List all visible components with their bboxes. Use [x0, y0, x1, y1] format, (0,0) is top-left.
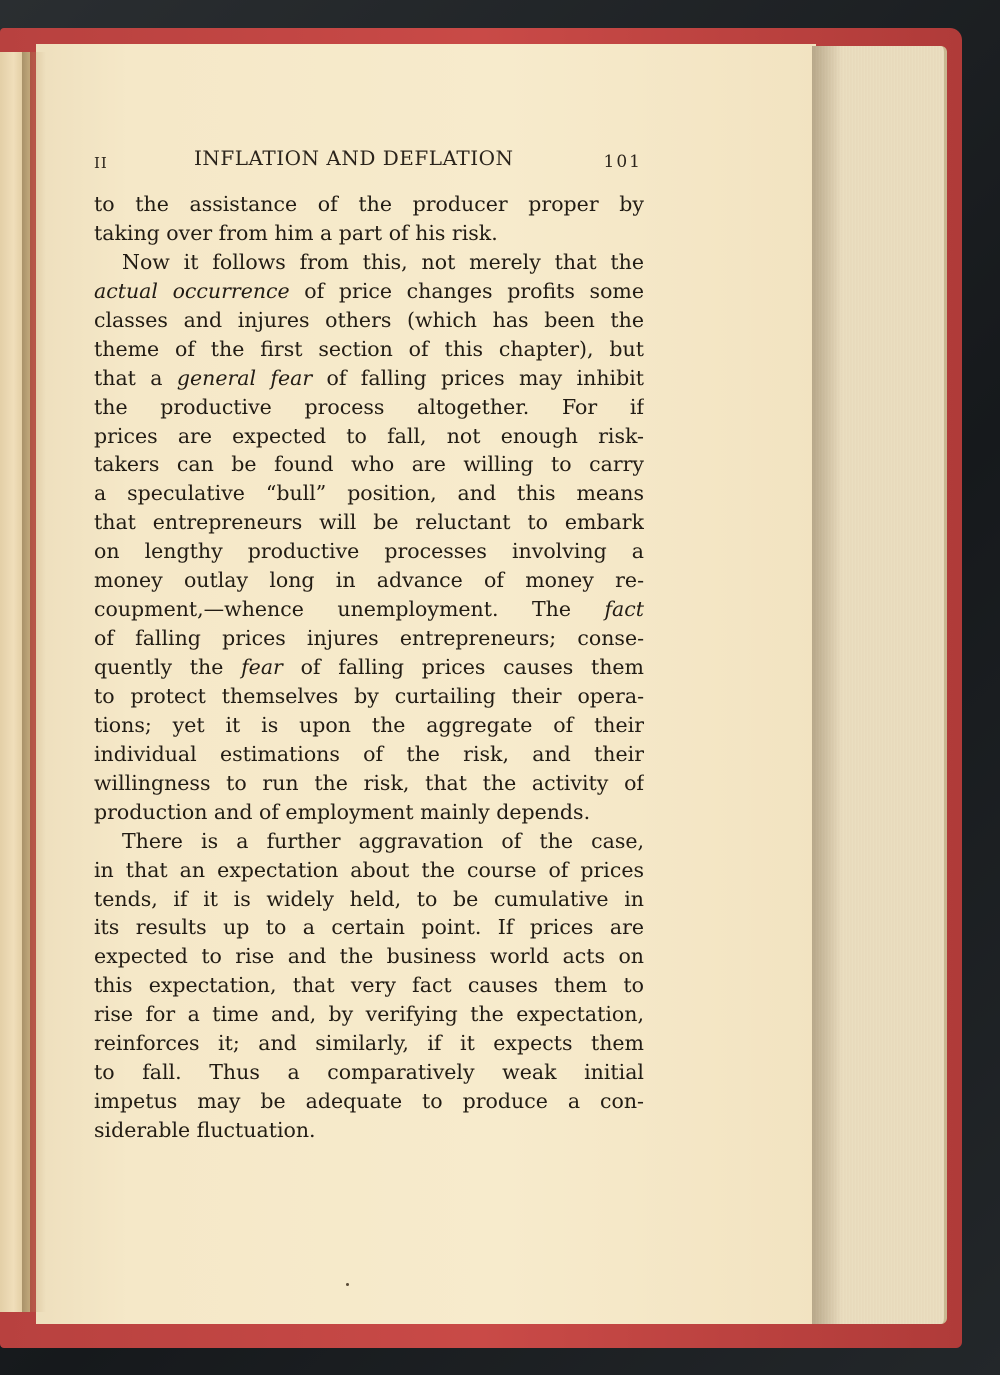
body-text: [94, 190, 644, 1145]
text-span: siderable fluctuation.: [94, 1118, 316, 1142]
italic-text: fact: [604, 597, 644, 622]
text-line: [94, 624, 644, 653]
text-line: [94, 740, 644, 769]
page-speck: [346, 1283, 349, 1286]
text-span: in that an expectation about the course of prices: [94, 857, 644, 882]
text-span: this expectation, that very fact causes them to: [94, 973, 644, 998]
text-span: expected to rise and the business world acts on: [94, 944, 644, 969]
text-span: rise for a time and, by verifying the expectation,: [94, 1002, 644, 1027]
text-line: [94, 335, 644, 364]
fore-edge-shadow: [812, 46, 842, 1324]
text-line: [94, 885, 644, 914]
text-line: [94, 971, 644, 1000]
text-span: on lengthy productive processes involving a: [94, 539, 644, 564]
italic-text: fear: [241, 655, 283, 679]
text-line: [94, 306, 644, 335]
text-span: quently the: [94, 655, 242, 679]
text-line: [94, 479, 644, 508]
text-span: Now it follows from this, not merely that the: [122, 249, 644, 274]
text-line: [94, 508, 644, 537]
text-span: to protect themselves by curtailing their opera-: [94, 683, 644, 708]
text-span: that entrepreneurs will be reluctant to embark: [94, 510, 644, 535]
text-line: [94, 711, 644, 740]
text-span: money outlay long in advance of money re-: [94, 568, 644, 593]
text-span: theme of the first section of this chapter), but: [94, 336, 644, 361]
text-line: [94, 450, 644, 479]
text-span: of price changes profits some: [289, 278, 644, 303]
running-title: INFLATION AND DEFLATION: [194, 146, 514, 170]
text-span: impetus may be adequate to produce a con-: [94, 1089, 644, 1114]
text-line: [94, 537, 644, 566]
chapter-number: II: [94, 154, 108, 172]
text-span: of falling prices may inhibit: [312, 365, 644, 390]
text-line: [94, 942, 644, 971]
text-line: [94, 856, 644, 885]
text-span: of falling prices causes them: [282, 655, 644, 679]
text-line: [94, 1000, 644, 1029]
text-span: classes and injures others (which has been the: [94, 307, 644, 332]
text-span: prices are expected to fall, not enough risk-: [94, 423, 644, 448]
italic-text: actual occurrence: [94, 278, 290, 303]
text-line: [94, 1058, 644, 1087]
text-line: [94, 190, 644, 219]
text-span: its results up to a certain point. If prices are: [94, 915, 644, 940]
text-line: [94, 827, 644, 856]
text-line: [94, 277, 644, 306]
text-span: the productive process altogether. For if: [94, 394, 644, 419]
text-line: [94, 566, 644, 595]
text-line: [94, 1116, 644, 1145]
text-span: takers can be found who are willing to carry: [94, 452, 644, 477]
text-line: [94, 682, 644, 711]
text-span: individual estimations of the risk, and their: [94, 741, 644, 766]
text-line: [94, 913, 644, 942]
text-span: tends, if it is widely held, to be cumulative in: [94, 886, 644, 911]
text-line: [94, 769, 644, 798]
text-line: [94, 422, 644, 451]
text-line: [94, 1029, 644, 1058]
text-span: taking over from him a part of his risk.: [94, 220, 498, 245]
page-gutter: [22, 52, 46, 1312]
text-span: There is a further aggravation of the case,: [122, 828, 644, 853]
text-span: that a: [94, 365, 177, 390]
text-span: coupment,—whence unemployment. The: [94, 597, 605, 622]
text-line: [94, 653, 644, 682]
text-line: [94, 1087, 644, 1116]
text-line: [94, 248, 644, 277]
text-span: willingness to run the risk, that the activity of: [94, 770, 644, 795]
text-span: production and of employment mainly depends.: [94, 799, 591, 824]
text-line: [94, 219, 644, 248]
text-line: [94, 595, 644, 624]
running-head: [94, 146, 644, 176]
text-span: of falling prices injures entrepreneurs; conse-: [94, 626, 644, 651]
text-line: [94, 364, 644, 393]
text-span: to fall. Thus a comparatively weak initial: [94, 1060, 644, 1085]
text-span: tions; yet it is upon the aggregate of their: [94, 712, 644, 737]
text-span: to the assistance of the producer proper by: [94, 192, 644, 216]
text-span: reinforces it; and similarly, if it expects them: [94, 1031, 644, 1056]
text-line: [94, 798, 644, 827]
text-line: [94, 393, 644, 422]
text-span: a speculative “bull” position, and this means: [94, 481, 644, 506]
page-number: 101: [603, 152, 642, 172]
italic-text: general fear: [176, 365, 313, 390]
